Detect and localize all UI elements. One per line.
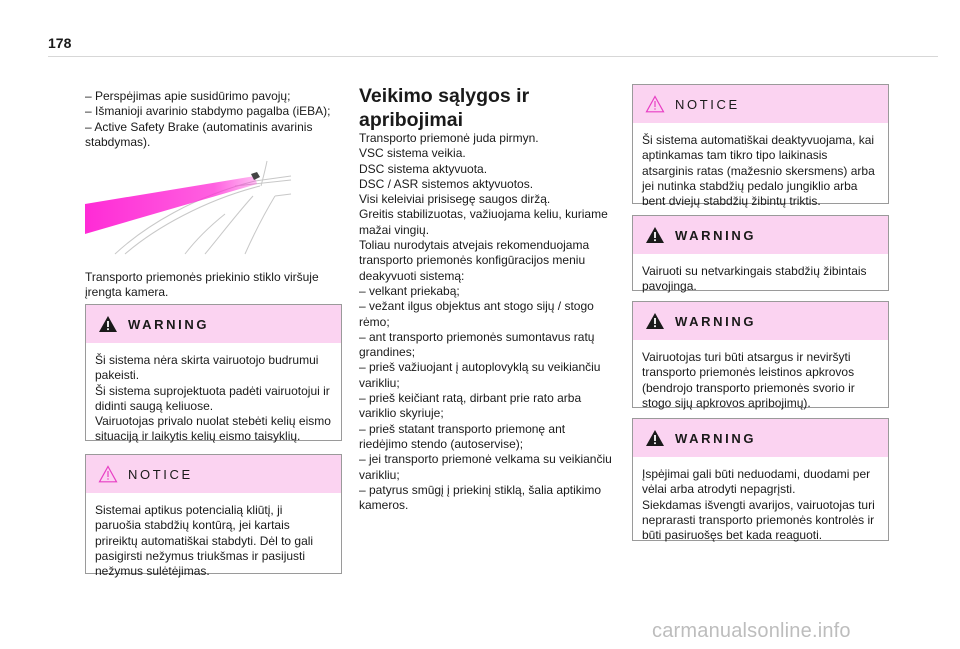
notice-title: NOTICE [128, 466, 193, 482]
warning-text: Vairuoti su netvarkingais stabdžių žibintais pavojinga. [642, 264, 867, 294]
section-heading: Veikimo sąlygos ir apribojimai [359, 85, 530, 131]
warning-box-2 [632, 215, 889, 294]
notice-header [633, 85, 888, 123]
conditions-body: Transporto priemonė juda pirmyn. VSC sistema veikia. DSC sistema aktyvuota. DSC / ASR sistemos aktyvuotos. Visi keleiviai prisisegę saugos diržą. Greitis stabilizuotas, važiuojama keliu, kuriame mažai vingių. Toliau nurodytais atvejais rekomenduojama transporto priemonės konfigūracijos meniu deakyvuoti sistemą: – velkant priekabą; – vežant ilgus objektus ant stogo sijų / stogo rėmo; – ant transporto priemonės sumontavus ratų grandines; – prieš važiuojant į autoplovyklą su veikiančiu varikliu; – prieš keičiant ratą, dirbant prie rato arba variklio skyriuje; – prieš statant transporto priemonę ant riedėjimo stendo (autoservise); – jei transporto priemonė velkama su veikiančiu varikliu; – patyrus smūgį į priekinį stiklą, šalia aptikimo kameros. [359, 131, 612, 513]
page-number: 178 [48, 35, 72, 51]
notice-box-2 [632, 84, 889, 209]
warning-header [633, 302, 888, 340]
notice-box-1 [85, 454, 342, 579]
warning-triangle-icon [645, 226, 665, 244]
notice-text: Ši sistema automatiškai deaktyvuojama, kai aptinkamas tam tikro tipo laikinasis atsarginis ratas (mažesnio skersmens) arba jei nutinka stabdžių pedalo jungiklio arba bent dviejų stabdžių žibintų triktis. [642, 133, 875, 209]
warning-triangle-icon [98, 315, 118, 333]
notice-triangle-icon [645, 95, 665, 113]
warning-title: WARNING [675, 313, 757, 329]
warning-triangle-icon [645, 429, 665, 447]
notice-text: Sistemai aptikus potencialią kliūtį, ji paruošia stabdžių kontūrą, jei kartais prireiktų automatiškai stabdyti. Dėl to gali pasigirsti nežymus triukšmas ir pasijusti nežymus sulėtėjimas. [95, 503, 314, 579]
warning-header [86, 305, 341, 343]
top-rule [48, 56, 938, 57]
warning-box-3 [632, 301, 889, 408]
warning-title: WARNING [128, 316, 210, 332]
camera-windshield-illustration [85, 156, 293, 256]
warning-text: Įspėjimai gali būti neduodami, duodami per vėlai arba atrodyti nepagrįsti. Siekdamas išvengti avarijos, vairuotojas turi neprarasti transporto priemonės kontrolės ir būti pasiruošęs bet kada reaguoti. [642, 467, 875, 543]
warning-text: Vairuotojas turi būti atsargus ir neviršyti transporto priemonės leistinos apkrovos (bendrojo transporto priemonės svorio ir stogo sijų apkrovos apribojimų). [642, 350, 855, 410]
warning-header [633, 419, 888, 457]
warning-box-1 [85, 304, 342, 444]
warning-box-4 [632, 418, 889, 541]
notice-header [86, 455, 341, 493]
notice-title: NOTICE [675, 96, 740, 112]
warning-title: WARNING [675, 227, 757, 243]
warning-text: Ši sistema nėra skirta vairuotojo budrumui pakeisti. Ši sistema suprojektuota padėti vairuotojui ir didinti saugą keliuose. Vairuotojas privalo nuolat stebėti kelių eismo situaciją ir laikytis kelių eismo taisyklių. [95, 353, 331, 444]
watermark: carmanualsonline.info [652, 620, 851, 642]
warning-header [633, 216, 888, 254]
figure-caption: Transporto priemonės priekinio stiklo viršuje įrengta kamera. [85, 270, 319, 300]
warning-title: WARNING [675, 430, 757, 446]
notice-triangle-icon [98, 465, 118, 483]
warning-triangle-icon [645, 312, 665, 330]
intro-list: – Perspėjimas apie susidūrimo pavojų; – Išmanioji avarinio stabdymo pagalba (iEBA); – Active Safety Brake (automatinis avarinis stabdymas). [85, 89, 331, 149]
